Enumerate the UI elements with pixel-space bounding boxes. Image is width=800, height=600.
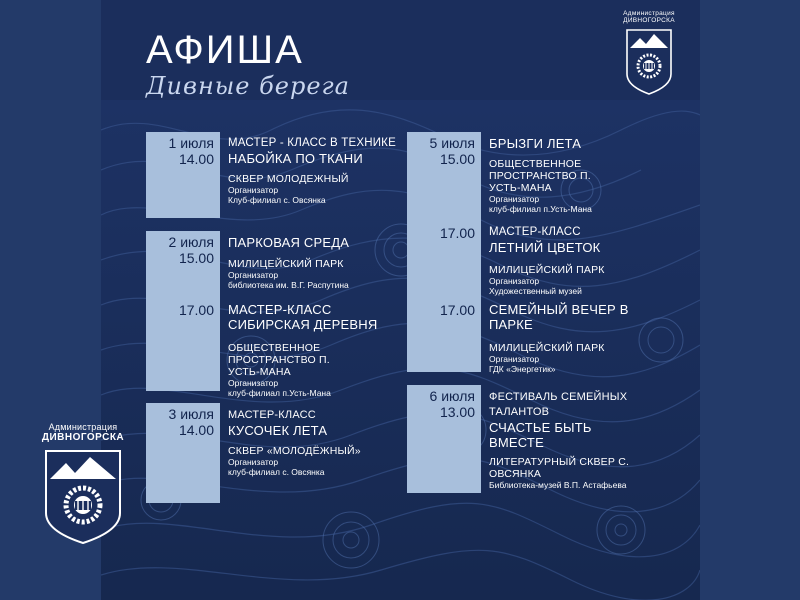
event-date: 1 июля: [168, 135, 214, 151]
event-org-label: Организатор: [489, 276, 540, 286]
event-title-1: МАСТЕР-КЛАСС: [489, 226, 581, 238]
event-title-2: КУСОЧЕК ЛЕТА: [228, 423, 328, 438]
event-place-1: ОБЩЕСТВЕННОЕ: [489, 158, 582, 170]
event-organizer: Художественный музей: [489, 286, 582, 296]
event-title-2: ПАРКЕ: [489, 317, 533, 332]
coat-of-arms-icon: [42, 447, 124, 547]
event-title-4: ВМЕСТЕ: [489, 435, 544, 450]
date-box-jul-1: [146, 132, 220, 218]
date-box-jul-5: [407, 132, 481, 372]
event-place-2: ПРОСТРАНСТВО П.: [228, 354, 330, 366]
emblem-top-caption-2: ДИВНОГОРСКА: [623, 17, 675, 24]
event-organizer: библиотека им. В.Г. Распутина: [228, 280, 349, 290]
event-place: МИЛИЦЕЙСКИЙ ПАРК: [489, 342, 605, 354]
date-box-jul-3: [146, 403, 220, 503]
emblem-left: [28, 422, 138, 547]
event-org-label: Организатор: [228, 270, 279, 280]
event-title-3: СЧАСТЬЕ БЫТЬ: [489, 420, 592, 435]
event-place-3: УСТЬ-МАНА: [228, 366, 291, 378]
event-title-1: МАСТЕР - КЛАСС В ТЕХНИКЕ: [228, 137, 396, 149]
emblem-left-caption-2: ДИВНОГОРСКА: [41, 432, 125, 443]
event-jul-5-c: [489, 302, 669, 374]
event-time-5b: 17.00: [439, 225, 475, 241]
event-title-1: МАСТЕР-КЛАСС: [228, 409, 316, 421]
event-title-2: ТАЛАНТОВ: [489, 406, 550, 418]
event-place: СКВЕР МОЛОДЕЖНЫЙ: [228, 173, 349, 185]
event-title-2: СИБИРСКАЯ ДЕРЕВНЯ: [228, 317, 378, 332]
event-jul-2-a: [228, 235, 403, 290]
event-organizer: Клуб-филиал с. Овсянка: [228, 195, 326, 205]
event-organizer: Библиотека-музей В.П. Астафьева: [489, 480, 627, 490]
event-time-2b: 17.00: [178, 302, 214, 318]
event-jul-3: [228, 408, 403, 477]
event-organizer: ГДК «Энергетик»: [489, 364, 556, 374]
event-title-1: ФЕСТИВАЛЬ СЕМЕЙНЫХ: [489, 391, 628, 403]
event-title-1: МАСТЕР-КЛАСС: [228, 302, 332, 317]
coat-of-arms-icon: [624, 26, 674, 98]
event-time: 15.00: [439, 151, 475, 167]
event-place-1: ЛИТЕРАТУРНЫЙ СКВЕР С.: [489, 456, 630, 468]
event-jul-1: [228, 136, 403, 205]
event-jul-6: [489, 390, 669, 490]
event-jul-5-b: [489, 225, 669, 296]
event-date: 2 июля: [168, 234, 214, 250]
event-place: МИЛИЦЕЙСКИЙ ПАРК: [228, 258, 344, 270]
emblem-top: [609, 10, 689, 98]
event-time-5c: 17.00: [439, 302, 475, 318]
event-time: 14.00: [178, 422, 214, 438]
event-organizer: клуб-филиал п.Усть-Мана: [228, 388, 331, 398]
poster-subtitle: Дивные берега: [146, 72, 350, 100]
poster-title: АФИША: [146, 28, 304, 72]
event-jul-2-b: [228, 302, 403, 398]
event-date: 5 июля: [429, 135, 475, 151]
event-organizer: клуб-филиал п.Усть-Мана: [489, 204, 592, 214]
event-org-label: Организатор: [228, 378, 279, 388]
event-date: 6 июля: [429, 388, 475, 404]
event-place: СКВЕР «МОЛОДЁЖНЫЙ»: [228, 445, 361, 457]
event-org-label: Организатор: [228, 457, 279, 467]
event-title-1: БРЫЗГИ ЛЕТА: [489, 136, 582, 151]
event-place: МИЛИЦЕЙСКИЙ ПАРК: [489, 264, 605, 276]
event-time: 13.00: [439, 404, 475, 420]
event-org-label: Организатор: [228, 185, 279, 195]
event-title-1: СЕМЕЙНЫЙ ВЕЧЕР В: [489, 302, 629, 317]
event-place-3: УСТЬ-МАНА: [489, 182, 552, 194]
event-date: 3 июля: [168, 406, 214, 422]
event-place-2: ОВСЯНКА: [489, 468, 542, 480]
event-place-1: ОБЩЕСТВЕННОЕ: [228, 342, 321, 354]
event-organizer: клуб-филиал с. Овсянка: [228, 467, 325, 477]
date-box-jul-6: [407, 385, 481, 493]
event-jul-5-a: [489, 136, 669, 214]
event-time: 15.00: [178, 250, 214, 266]
event-org-label: Организатор: [489, 194, 540, 204]
emblem-top-caption-1: Администрация: [623, 10, 675, 17]
event-title-2: ЛЕТНИЙ ЦВЕТОК: [489, 240, 601, 255]
event-time: 14.00: [178, 151, 214, 167]
poster: [101, 0, 700, 600]
event-place-2: ПРОСТРАНСТВО П.: [489, 170, 591, 182]
event-org-label: Организатор: [489, 354, 540, 364]
event-title-1: ПАРКОВАЯ СРЕДА: [228, 235, 350, 250]
event-title-2: НАБОЙКА ПО ТКАНИ: [228, 151, 363, 166]
emblem-left-caption-1: Администрация: [48, 422, 118, 432]
